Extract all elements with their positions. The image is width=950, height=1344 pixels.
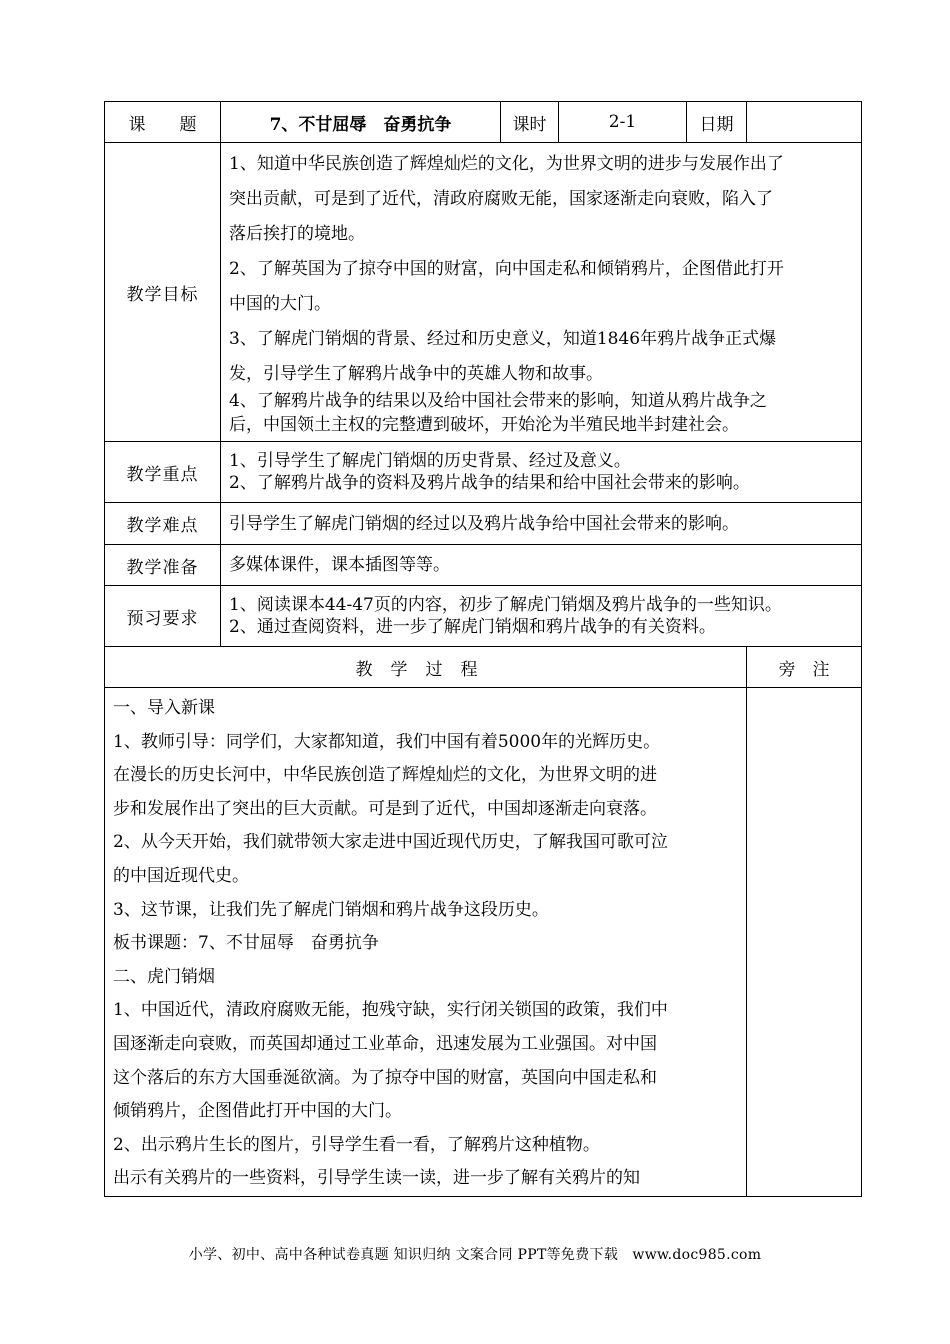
notes-cell [747,688,862,1197]
difficulties-label: 教学难点 [105,503,221,545]
process-line: 板书课题：7、不甘屈辱 奋勇抗争 [113,933,379,954]
process-line: 1、教师引导：同学们，大家都知道，我们中国有着5000年的光辉历史。 [113,731,661,752]
topic-label: 课 题 [105,102,221,143]
period-label: 课时 [501,102,559,143]
preview-content [221,586,862,647]
process-line: 倾销鸦片，企图借此打开中国的大门。 [113,1101,402,1122]
objective-line: 3、了解虎门销烟的背景、经过和历史意义，知道1846年鸦片战争正式爆 [229,329,777,349]
objectives-content [221,143,862,442]
date-value [747,102,862,143]
process-line: 3、这节课，让我们先了解虎门销烟和鸦片战争这段历史。 [113,899,549,920]
objective-line: 发，引导学生了解鸦片战争中的英雄人物和故事。 [229,364,603,384]
key-points-label: 教学重点 [105,442,221,503]
lesson-plan-table [104,101,862,1197]
preparation-label: 教学准备 [105,545,221,586]
objective-line: 落后挨打的境地。 [229,224,365,244]
process-line: 二、虎门销烟 [113,966,215,987]
period-value: 2-1 [559,102,687,143]
objective-line: 中国的大门。 [229,294,331,314]
notes-heading: 旁 注 [747,647,862,688]
key-point-line: 2、了解鸦片战争的资料及鸦片战争的结果和给中国社会带来的影响。 [229,473,750,493]
objective-line: 1、知道中华民族创造了辉煌灿烂的文化，为世界文明的进步与发展作出了 [229,154,784,174]
objective-line: 突出贡献，可是到了近代，清政府腐败无能，国家逐渐走向衰败，陷入了 [229,189,773,209]
difficulties-content: 引导学生了解虎门销烟的经过以及鸦片战争给中国社会带来的影响。 [221,503,862,545]
preview-label: 预习要求 [105,586,221,647]
process-line: 国逐渐走向衰败，而英国却通过工业革命，迅速发展为工业强国。对中国 [113,1033,657,1054]
process-line: 1、中国近代，清政府腐败无能，抱残守缺，实行闭关锁国的政策，我们中 [113,1000,668,1021]
date-label: 日期 [687,102,747,143]
preview-line: 2、通过查阅资料，进一步了解虎门销烟和鸦片战争的有关资料。 [229,617,716,637]
difficulties-row [105,503,862,545]
process-line: 的中国近现代史。 [113,865,249,886]
process-heading-row [105,647,862,688]
objectives-row [105,143,862,442]
lesson-title: 7、不甘屈辱 奋勇抗争 [221,102,501,143]
objective-line: 2、了解英国为了掠夺中国的财富，向中国走私和倾销鸦片，企图借此打开 [229,259,784,279]
process-line: 在漫长的历史长河中，中华民族创造了辉煌灿烂的文化，为世界文明的进 [113,765,657,786]
preview-line: 1、阅读课本44-47页的内容，初步了解虎门销烟及鸦片战争的一些知识。 [229,595,782,615]
objectives-label: 教学目标 [105,143,221,442]
header-row [105,102,862,143]
process-line: 一、导入新课 [113,698,215,718]
process-heading: 教学过程 [105,647,747,688]
objective-line: 后，中国领土主权的完整遭到破坏，开始沦为半殖民地半封建社会。 [229,415,739,435]
preparation-row [105,545,862,586]
process-line: 这个落后的东方大国垂涎欲滴。为了掠夺中国的财富，英国向中国走私和 [113,1067,657,1088]
process-content [105,688,747,1197]
process-line: 2、出示鸦片生长的图片，引导学生看一看，了解鸦片这种植物。 [113,1134,600,1155]
process-body-row [105,688,862,1197]
objective-line: 4、了解鸦片战争的结果以及给中国社会带来的影响，知道从鸦片战争之 [229,391,767,411]
page-footer: 小学、初中、高中各种试卷真题 知识归纳 文案合同 PPT等免费下载 www.doc985.com [188,1247,762,1263]
key-points-content [221,442,862,503]
process-line: 2、从今天开始，我们就带领大家走进中国近现代历史，了解我国可歌可泣 [113,832,668,853]
process-line: 出示有关鸦片的一些资料，引导学生读一读，进一步了解有关鸦片的知 [113,1168,640,1189]
key-points-row [105,442,862,503]
key-point-line: 1、引导学生了解虎门销烟的历史背景、经过及意义。 [229,451,631,471]
process-line: 步和发展作出了突出的巨大贡献。可是到了近代，中国却逐渐走向衰落。 [113,798,657,819]
preparation-content: 多媒体课件，课本插图等等。 [221,545,862,586]
preview-row [105,586,862,647]
